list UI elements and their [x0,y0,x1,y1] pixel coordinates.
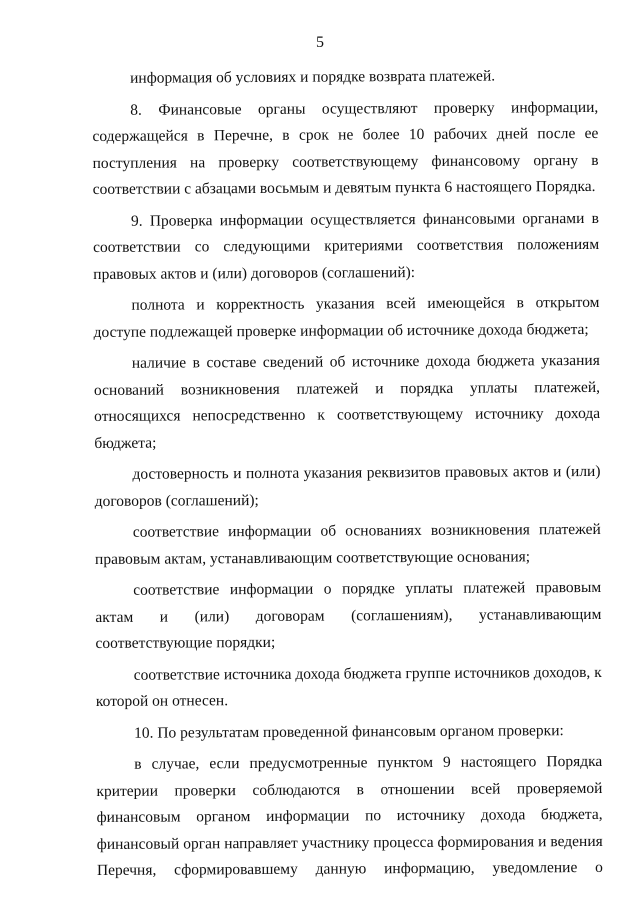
criterion-income-group: соответствие источника дохода бюджета группе источников доходов, к которой он отнесен. [95,663,602,710]
criterion-requisites: достоверность и полнота указания реквизитов правовых актов и (или) договоров (соглашений); [94,462,601,510]
paragraph-item-10-case: в случае, если предусмотренные пунктом 9 настоящего Порядка критерии проверки соблюдаются в отношении всей проверяемой финансовым органом информации по источнику дохода бюджета, финансовый орган направляет участнику процесса формирования и ведения Перечня, сформировавшему данную информацию, уведомление о [96,752,603,879]
criterion-grounds-and-order: наличие в составе сведений об источнике дохода бюджета указания оснований возникновения платежей и порядка уплаты платежей, относящихся непосредственно к соответствующему источнику дохода бюджета; [93,351,601,452]
criterion-grounds-conformity: соответствие информации об основаниях возникновения платежей правовым актам, устанавливающим соответствующие основания; [94,520,601,568]
paragraph-item-10: 10. По результатам проведенной финансовым органом проверки: [134,721,564,742]
criterion-completeness: полнота и корректность указания всей имеющейся в открытом доступе подлежащей проверке информации об источнике дохода бюджета; [93,293,600,341]
criterion-payment-order: соответствие информации о порядке уплаты платежей правовым актам и (или) договорам (соглашениям), устанавливающим соответствующие порядки; [95,578,602,652]
paragraph-item-9: 9. Проверка информации осуществляется финансовыми органами в соответствии со следующими критериями соответствия положениям правовых актов и (или) договоров (соглашений): [93,209,600,283]
page-number: 5 [316,34,324,51]
paragraph-return-info: информация об условиях и порядке возврата платежей. [130,67,496,87]
paragraph-item-8: 8. Финансовые органы осуществляют проверку информации, содержащейся в Перечне, в срок не более 10 рабочих дней после ее поступления на проверку соответствующему финансовому органу в соответствии с абзацами восьмым и девятым пункта 6 настоящего Порядка. [92,98,599,198]
document-body [92,63,603,890]
